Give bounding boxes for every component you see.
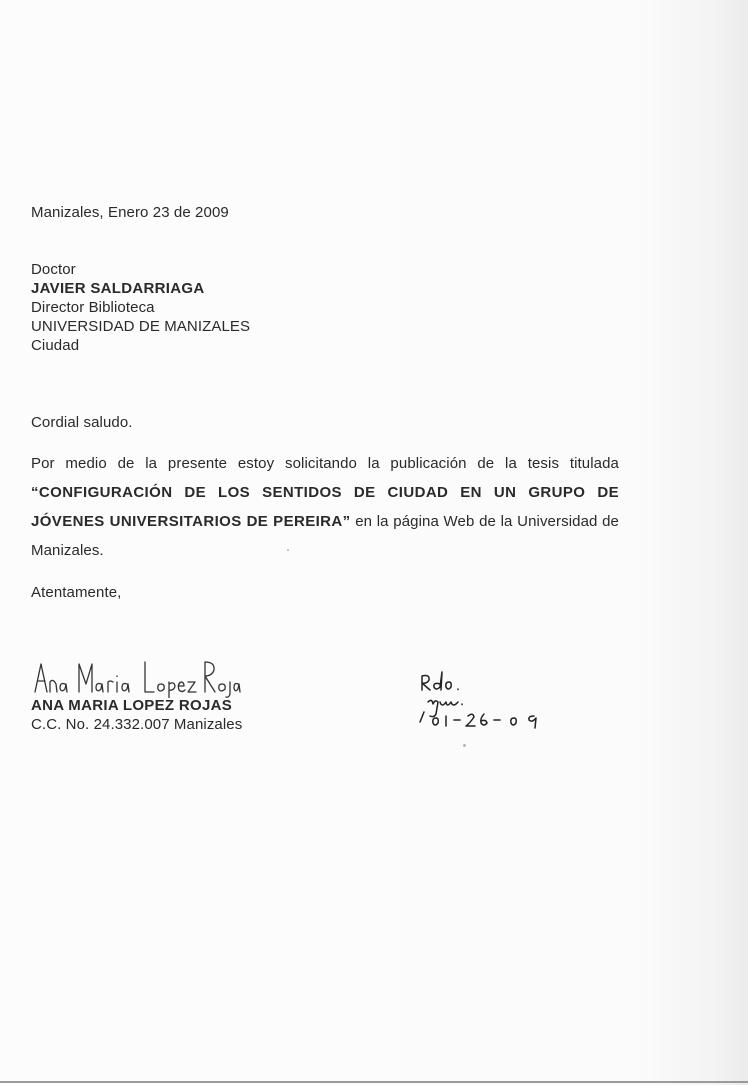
recipient-name: JAVIER SALDARRIAGA — [31, 280, 205, 297]
signer-id: C.C. No. 24.332.007 Manizales — [31, 716, 243, 733]
thesis-title: “CONFIGURACIÓN DE LOS SENTIDOS DE CIUDAD EN UN GRUPO DE JÓVENES UNIVERSITARIOS DE PEREIRA” — [31, 484, 619, 530]
letter-date: Manizales, Enero 23 de 2009 — [31, 204, 229, 221]
recipient-block — [31, 260, 250, 355]
signature-block — [31, 696, 242, 734]
body-outro: en la página Web de la Universidad de Manizales. — [31, 513, 619, 559]
received-stamp — [418, 668, 548, 734]
recipient-institution: UNIVERSIDAD DE MANIZALES — [31, 318, 251, 335]
recipient-salutation: Doctor — [31, 261, 76, 278]
closing: Atentamente, — [31, 584, 122, 601]
letter-body — [31, 449, 619, 565]
recipient-position: Director Biblioteca — [31, 299, 155, 316]
recipient-city: Ciudad — [31, 337, 80, 354]
scan-speck — [287, 549, 289, 551]
body-intro: Por medio de la presente estoy solicitando la publicación de la tesis titulada — [31, 455, 619, 472]
signer-name: ANA MARIA LOPEZ ROJAS — [31, 697, 233, 714]
greeting: Cordial saludo. — [31, 414, 133, 431]
scan-edge — [0, 1081, 748, 1083]
handwritten-signature — [33, 654, 243, 698]
scan-speck — [463, 744, 466, 747]
